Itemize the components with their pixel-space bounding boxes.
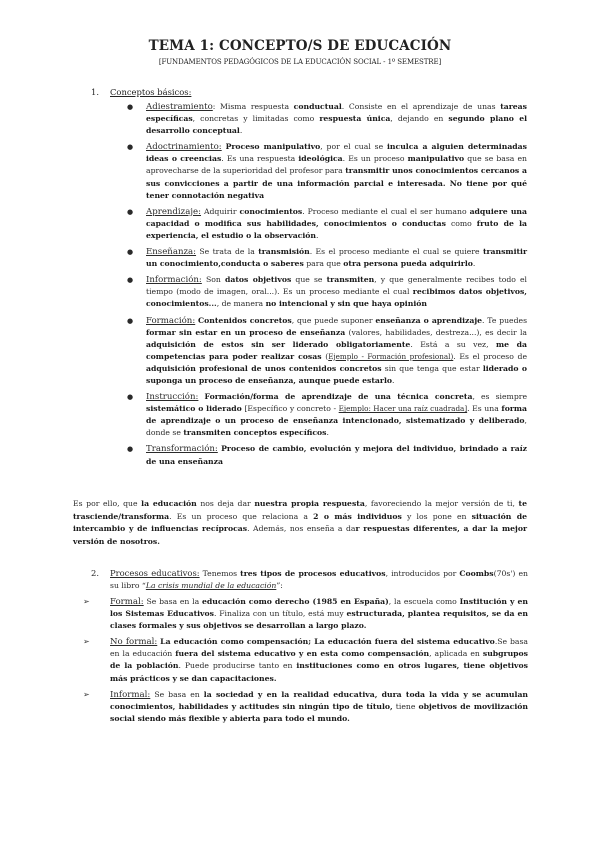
section-heading-text: Conceptos básicos: bbox=[110, 87, 192, 97]
bullet-icon: ● bbox=[127, 207, 134, 216]
list-item-instruccion: ● Instrucción: Formación/forma de aprendizaje de una técnica concreta, es siempre sistemático o liderado [Específico y concreto - Ejemplo: Hacer una raíz cuadrada]. Es una forma de aprendizaje o un proceso de enseñanza intencionado, sistematizado y deliberado, donde se transmiten conceptos específicos. bbox=[127, 392, 527, 438]
bullet-icon: ● bbox=[127, 276, 134, 285]
bullet-icon: ● bbox=[127, 316, 134, 325]
term-label: Aprendizaje: bbox=[146, 206, 201, 217]
section-number: 2. bbox=[91, 568, 99, 578]
arrow-bullet-icon: ➢ bbox=[83, 637, 90, 647]
section-heading-text: Procesos educativos: bbox=[110, 568, 200, 578]
term-label: Adiestramiento bbox=[146, 102, 213, 112]
bullet-icon: ● bbox=[127, 103, 134, 111]
bullet-icon: ● bbox=[127, 143, 134, 152]
term-label: Formación: bbox=[146, 315, 196, 326]
summary-paragraph: Es por ello, que la educación nos deja dar nuestra propia respuesta, favoreciendo la mejor versión de ti, te trasciende/transforma. Es un proceso que relaciona a 2 o más individuos y los pone en situación de intercambio y de influencias recíprocas. Además, nos enseña a dar respuestas diferentes, a dar la mejor versión de nosotros. bbox=[73, 499, 527, 546]
page-subtitle: [FUNDAMENTOS PEDAGÓGICOS DE LA EDUCACIÓN SOCIAL - 1º SEMESTRE] bbox=[158, 58, 442, 66]
page-title: TEMA 1: CONCEPTO/S DE EDUCACIÓN bbox=[148, 38, 452, 54]
list-item-formacion: ● Formación: Contenidos concretos, que puede suponer enseñanza o aprendizaje. Te puedes formar sin estar en un proceso de enseñanza (valores, habilidades, destreza...), es decir la adquisición de estos sin ser liderado obligatoriamente. Está a su vez, me da competencias para poder realizar cosas (Ejemplo - Formación profesional). Es el proceso de adquisición profesional de unos contenidos concretos sin que tenga que estar liderado o suponga un proceso de enseñanza, aunque puede estarlo. bbox=[127, 315, 528, 385]
section-number: 1. bbox=[91, 87, 99, 97]
term-label: No formal: bbox=[110, 637, 158, 648]
term-label: Enseñanza: bbox=[146, 247, 197, 258]
list-item-no-formal: ➢ No formal: La educación como compensación; La educación fuera del sistema educativo.Se basa en la educación fuera del sistema educativo y en esta como compensación, aplicada en subgrupos de la población. Puede producirse tanto en instituciones como en otros lugares, tiene objetivos más prácticos y se dan capacitaciones. bbox=[83, 637, 529, 683]
arrow-bullet-icon: ➢ bbox=[83, 689, 90, 699]
list-item-adoctrinamiento: ● Adoctrinamiento: Proceso manipulativo, por el cual se inculca a alguien determinadas ideas o creencias. Es una respuesta ideológica. Es un proceso manipulativo que se basa en aprovecharse de la superioridad del profesor para transmitir unos conocimientos cercanos a sus convicciones a partir de una información parcial e interesada. No tiene por qué tener connotación negativa bbox=[127, 142, 527, 200]
term-label: Instrucción: bbox=[146, 392, 199, 403]
bullet-icon: ● bbox=[127, 393, 134, 402]
term-label: Información: bbox=[146, 275, 202, 286]
arrow-bullet-icon: ➢ bbox=[83, 597, 90, 606]
list-item-formal: ➢ Formal: Se basa en la educación como derecho (1985 en España), la escuela como Institución y en los Sistemas Educativos. Finaliza con un título, está muy estructurada, plantea requisitos, se da en clases formales y sus objetivos se desarrollan a largo plazo. bbox=[83, 597, 528, 631]
term-label: Adoctrinamiento: bbox=[146, 142, 222, 153]
bullet-icon: ● bbox=[127, 445, 134, 454]
process-types-list bbox=[83, 596, 529, 729]
bullet-icon: ● bbox=[127, 248, 134, 257]
section-2-heading: 2. Procesos educativos: Tenemos tres tipos de procesos educativos, introducidos por Coombs(70s') en su libro “La crisis mundial de la educación”: bbox=[91, 568, 528, 591]
section-1-heading bbox=[91, 86, 192, 99]
list-item-ensenanza: ● Enseñanza: Se trata de la transmisión. Es el proceso mediante el cual se quiere transmitir un conocimiento,conducta o saberes para que otra persona pueda adquirirlo. bbox=[127, 247, 528, 269]
list-item-aprendizaje: ● Aprendizaje: Adquirir conocimientos. Proceso mediante el cual el ser humano adquiere una capacidad o modifica sus habilidades, conocimientos o conductas como fruto de la experiencia, el estudio o la observación. bbox=[127, 206, 527, 240]
example-text: Ejemplo: Hacer una raíz cuadrada] bbox=[338, 404, 468, 414]
list-item-informacion: ● Información: Son datos objetivos que se transmiten, y que generalmente recibes todo el tiempo (modo de imagen, oral...). Es un proceso mediante el cual recibimos datos objetivos, conocimientos..., de manera no intencional y sin que haya opinión bbox=[127, 275, 528, 309]
term-label: Transformación: bbox=[146, 444, 218, 455]
list-item-adiestramiento: ● Adiestramiento: Misma respuesta conductual. Consiste en el aprendizaje de unas tareas específicas, concretas y limitadas como respuesta única, dejando en segundo plano el desarrollo conceptual. bbox=[127, 102, 528, 136]
book-title: La crisis mundial de la educación bbox=[145, 581, 277, 591]
list-item-informal: ➢ Informal: Se basa en la sociedad y en la realidad educativa, dura toda la vida y se acumulan conocimientos, habilidades y actitudes sin ningún tipo de título, tiene objetivos de movilización social siendo más flexible y abierta para todo el mundo. bbox=[83, 689, 529, 723]
term-label: Formal: bbox=[110, 597, 144, 607]
term-label: Informal: bbox=[110, 689, 151, 700]
list-item-transformacion: ● Transformación: Proceso de cambio, evolución y mejora del individuo, brindado a raíz de una enseñanza bbox=[127, 444, 527, 466]
example-text: Ejemplo - Formación profesional) bbox=[328, 351, 454, 361]
concepts-list bbox=[127, 101, 528, 472]
